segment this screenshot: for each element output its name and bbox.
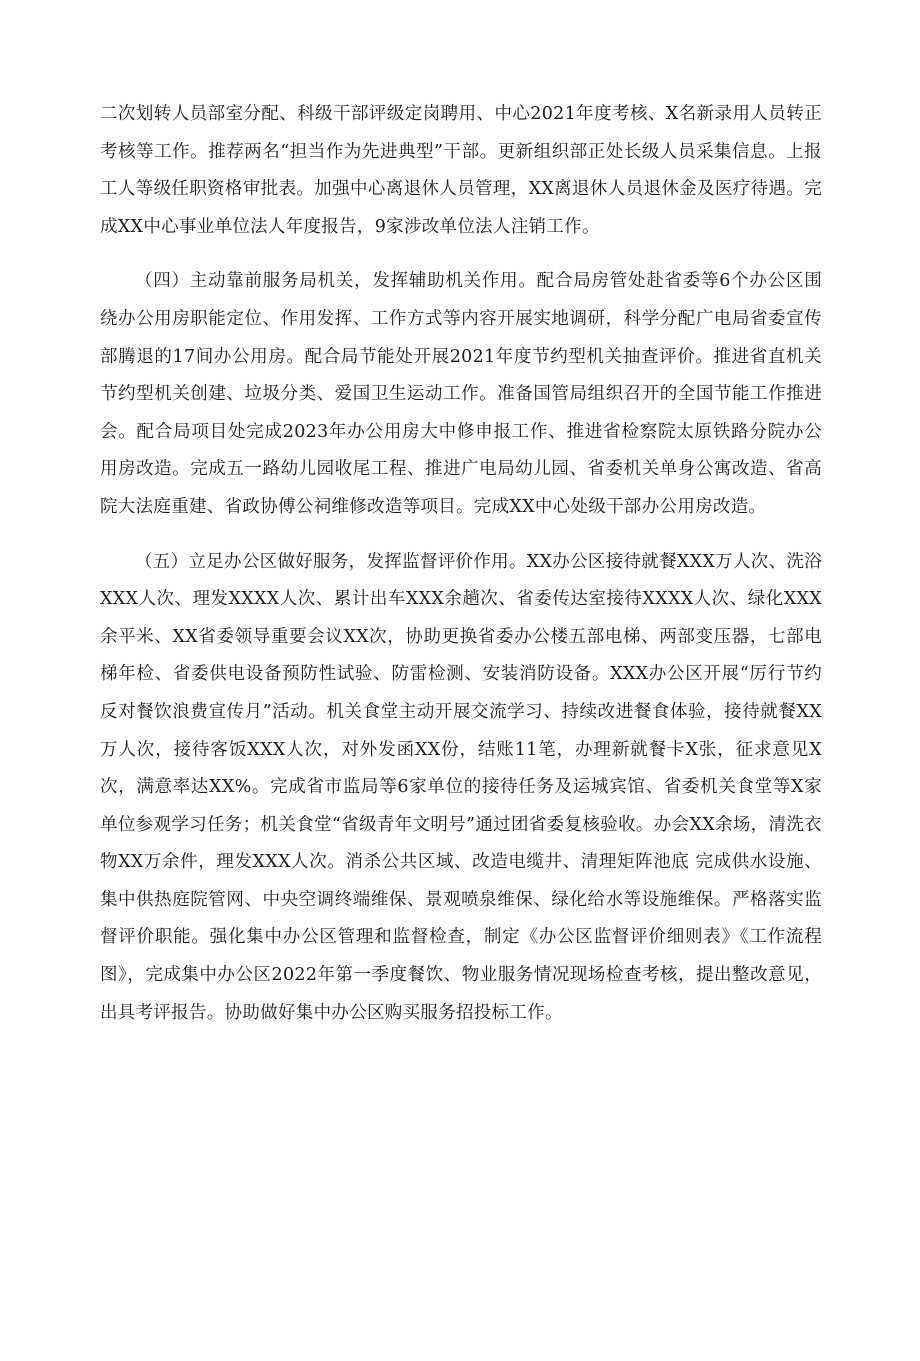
paragraph-continuation: 二次划转人员部室分配、科级干部评级定岗聘用、中心2021年度考核、X名新录用人员转正考核等工作。推荐两名“担当作为先进典型”干部。更新组织部正处长级人员采集信息。上报工人等级任职资格审批表。加强中心离退休人员管理，XX离退休人员退休金及医疗待遇。完成XX中心事业单位法人年度报告，9家涉改单位法人注销工作。	[100, 104, 822, 237]
paragraph-section-four: （四）主动靠前服务局机关，发挥辅助机关作用。配合局房管处赴省委等6个办公区围绕办公用房职能定位、作用发挥、工作方式等内容开展实地调研，科学分配广电局省委宣传部腾退的17间办公用房。配合局节能处开展2021年度节约型机关抽查评价。推进省直机关节约型机关创建、垃圾分类、爱国卫生运动工作。准备国管局组织召开的全国节能工作推进会。配合局项目处完成2023年办公用房大中修申报工作、推进省检察院太原铁路分院办公用房改造。完成五一路幼儿园收尾工程、推进广电局幼儿园、省委机关单身公寓改造、省高院大法庭重建、省政协傅公祠维修改造等项目。完成XX中心处级干部办公用房改造。	[100, 271, 822, 517]
document-body	[100, 96, 822, 1032]
paragraph-section-five: （五）立足办公区做好服务，发挥监督评价作用。XX办公区接待就餐XXX万人次、洗浴XXX人次、理发XXXX人次、累计出车XXX余趟次、省委传达室接待XXXX人次、绿化XXX余平米、XX省委领导重要会议XX次，协助更换省委办公楼五部电梯、两部变压器，七部电梯年检、省委供电设备预防性试验、防雷检测、安装消防设备。XXX办公区开展“厉行节约反对餐饮浪费宣传月”活动。机关食堂主动开展交流学习、持续改进餐食体验，接待就餐XX万人次，接待客饭XXX人次，对外发函XX份，结账11笔，办理新就餐卡X张，征求意见X次，满意率达XX%。完成省市监局等6家单位的接待任务及运城宾馆、省委机关食堂等X家单位参观学习任务；机关食堂“省级青年文明号”通过团省委复核验收。办会XX余场，清洗衣物XX万余件，理发XXX人次。消杀公共区域、改造电缆井、清理矩阵池底 完成供水设施、集中供热庭院管网、中央空调终端维保、景观喷泉维保、绿化给水等设施维保。严格落实监督评价职能。强化集中办公区管理和监督检查，制定《办公区监督评价细则表》《工作流程图》，完成集中办公区2022年第一季度餐饮、物业服务情况现场检查考核，提出整改意见，出具考评报告。协助做好集中办公区购买服务招投标工作。	[100, 551, 822, 1023]
